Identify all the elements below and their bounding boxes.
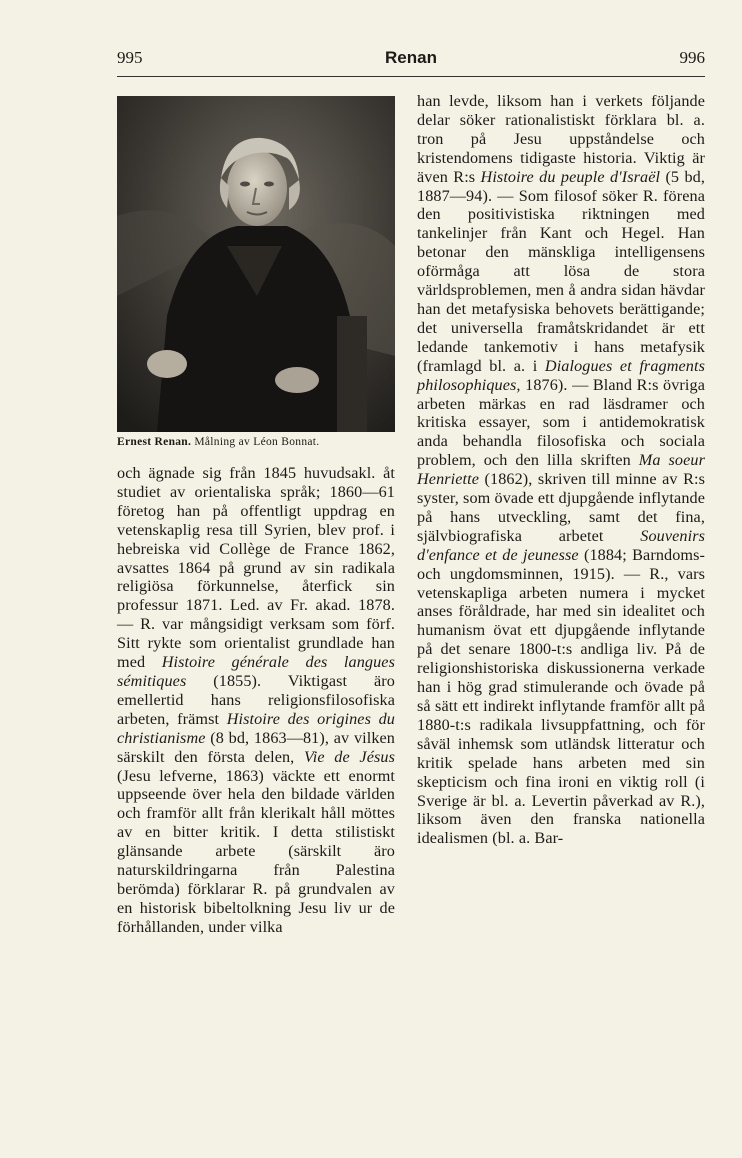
work-title: Histoire du peuple d'Israël: [480, 167, 661, 186]
text-run: (1855). Viktigast äro emellertid hans religionsfilosofiska arbeten, främst: [117, 671, 395, 728]
running-header: [117, 46, 705, 74]
text-run: och ägnade sig från 1845 huvudsakl. åt studiet av orientaliska språk; 1860—61 företog han på offentligt uppdrag en vetenskaplig resa till Syrien, blev prof. i hebreiska vid Collège de France 1862, avsattes 1864 på grund av sin radikala religiösa förkunnelse, återfick sin professur 1871. Led. av Fr. akad. 1878. — R. var mångsidigt verksam som förf. Sitt rykte som orientalist grundlade han med: [117, 464, 395, 672]
page-number-left: 995: [117, 48, 143, 67]
work-title: Histoire des origines du christianisme: [117, 709, 396, 747]
caption-name: Ernest Renan.: [117, 436, 192, 448]
text-run: (1862), skriven till minne av R:s syster, som övade ett djupgående inflytande på hans utveckling, samt det fina, självbiografiska arbetet: [417, 470, 705, 545]
text-run: (Jesu lefverne, 1863) väckte ett enormt uppseende över hela den bildade världen och framför allt från klerikalt håll möttes av en bitter kritik. I detta stilistiskt glänsande arbete (särskilt äro naturskildringarna från Palestina berömda) förklarar R. på grundvalen av en historisk bibeltolkning Jesu liv ur de förhållanden, under vilka: [117, 766, 395, 936]
work-title: Vie de Jésus: [303, 747, 395, 766]
work-title: Dialogues et fragments philosophiques,: [417, 356, 705, 394]
portrait-drawing: [117, 96, 395, 432]
right-column: [417, 92, 705, 848]
caption-text: Målning av Léon Bonnat.: [194, 436, 320, 448]
page-number-right: 996: [679, 48, 705, 67]
text-run: (5 bd, 1887—94). — Som filosof söker R. förena den positivistiska riktningen med tankelinjer från Kant och Hegel. Han betonar den mänskliga intelligensens oförmåga att lösa de stora världsproblemen, men å andra sidan hävdar han det metafysiska behovets berättigande; det universella framåtskridandet är ett ledande tankemotiv i hans metafysik (framlagd bl. a. i: [417, 167, 705, 375]
portrait-image: [117, 96, 395, 432]
left-column: [117, 464, 395, 937]
header-rule: [117, 76, 705, 77]
right-column-paragraph: [417, 92, 705, 848]
text-run: han levde, liksom han i verkets följande delar söker rationalistiskt förklara bl. a. tron på Jesu uppståndelse och kristendomens tidigaste historia. Viktig är även R:s: [417, 92, 705, 186]
left-column-paragraph: [117, 464, 395, 937]
page-title: Renan: [385, 48, 437, 67]
work-title: Histoire générale des langues sémitiques: [117, 653, 395, 690]
text-run: 1876). — Bland R:s övriga arbeten märkas en rad läsdramer och kritiska essayer, som i antidemokratisk anda behandla filosofiska och sociala problem, och den lilla skriften: [417, 375, 705, 470]
text-run: (8 bd, 1863—81), av vilken särskilt den första delen,: [117, 728, 395, 766]
figure-caption: [117, 436, 395, 448]
work-title: Souvenirs d'enfance et de jeunesse: [417, 526, 705, 564]
work-title: Ma soeur Henriette: [417, 451, 705, 489]
text-run: (1884; Barndoms- och ungdomsminnen, 1915). — R., vars vetenskapliga arbeten numera i mycket anses föråldrade, har med sin idealitet och humanism övat ett djupgående inflytande på det senare 1800-t:s andliga liv. På de religionshistoriska diskussionerna verkade han i hög grad stimulerande och övade på så sätt ett indirekt inflytande framför allt på 1880-t:s radikala livsuppfattning, och för såväl inhemsk som utländsk litteratur och kritik spelade hans arbeten med sin skepticism och fina ironi en viktig roll (i Sverige är bl. a. Levertin påverkad av R.), liksom även den franska nationella idealismen (bl. a. Bar-: [417, 545, 705, 848]
